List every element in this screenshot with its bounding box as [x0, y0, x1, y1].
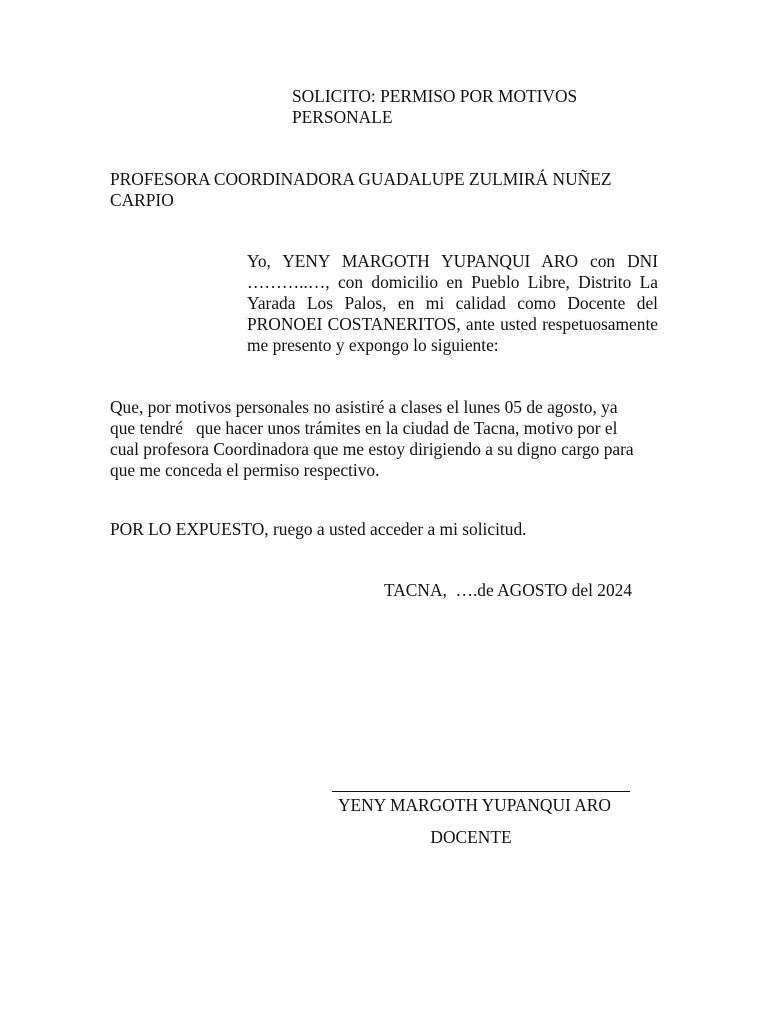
addressee-line-2: CARPIO: [110, 190, 174, 210]
subject-heading: [292, 86, 652, 128]
addressee-line-1: PROFESORA COORDINADORA GUADALUPE ZULMIRÁ NUÑEZ: [110, 169, 612, 189]
body-line-3: cual profesora Coordinadora que me estoy dirigiendo a su digno cargo para: [110, 439, 634, 459]
place-date: TACNA, ….de AGOSTO del 2024: [384, 580, 633, 600]
intro-paragraph: Yo, YENY MARGOTH YUPANQUI ARO con DNI ………..…, con domicilio en Pueblo Libre, Distrito La Yarada Los Palos, en mi calidad como Docente del PRONOEI COSTANERITOS, ante usted respetuosamente me presento y expongo lo siguiente:: [247, 251, 658, 355]
body-line-1: Que, por motivos personales no asistiré a clases el lunes 05 de agosto, ya: [110, 397, 618, 417]
signer-name: YENY MARGOTH YUPANQUI ARO: [338, 795, 611, 815]
body-line-2: que tendré que hacer unos trámites en la ciudad de Tacna, motivo por el: [110, 418, 618, 438]
signature-line: [332, 791, 630, 792]
body-line-4: que me conceda el permiso respectivo.: [110, 460, 380, 480]
signer-role: DOCENTE: [430, 827, 512, 847]
addressee: [110, 169, 670, 211]
subject-line-2: PERSONALE: [292, 107, 393, 127]
subject-line-1: SOLICITO: PERMISO POR MOTIVOS: [292, 86, 578, 106]
closing-sentence: POR LO EXPUESTO, ruego a usted acceder a mi solicitud.: [110, 519, 527, 539]
body-paragraph: [110, 397, 658, 481]
